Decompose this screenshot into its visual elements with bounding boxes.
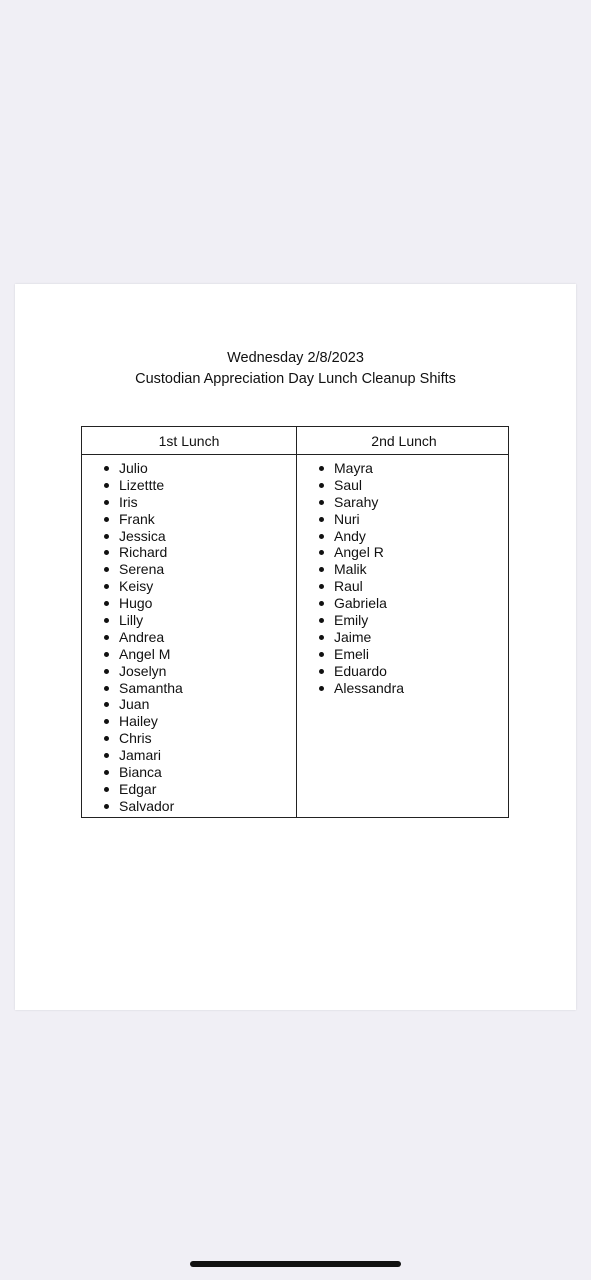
document-title: Custodian Appreciation Day Lunch Cleanup Shifts <box>135 371 456 387</box>
bullet-icon <box>319 635 324 640</box>
bullet-icon <box>104 669 109 674</box>
bullet-icon <box>104 770 109 775</box>
list-item <box>317 646 404 663</box>
bullet-icon <box>104 719 109 724</box>
second-lunch-list <box>317 460 404 696</box>
person-name: Emily <box>334 612 369 629</box>
bullet-icon <box>104 601 109 606</box>
person-name: Angel R <box>334 544 384 561</box>
person-name: Sarahy <box>334 493 379 510</box>
person-name: Jamari <box>119 747 162 764</box>
bullet-icon <box>104 500 109 505</box>
person-name: Andy <box>334 527 366 544</box>
bullet-icon <box>104 534 109 539</box>
person-name: Mayra <box>334 460 373 476</box>
second-lunch-header: 2nd Lunch <box>371 433 437 449</box>
bullet-icon <box>104 702 109 707</box>
person-name: Raul <box>334 578 363 595</box>
list-item <box>102 544 183 561</box>
person-name: Angel M <box>119 645 171 662</box>
person-name: Eduardo <box>334 662 387 679</box>
person-name: Salvador <box>119 797 175 814</box>
bullet-icon <box>319 618 324 623</box>
list-item <box>317 663 404 680</box>
person-name: Hailey <box>119 713 158 730</box>
person-name: Chris <box>119 730 152 747</box>
list-item <box>102 680 183 697</box>
bullet-icon <box>319 550 324 555</box>
bullet-icon <box>319 652 324 657</box>
list-item <box>317 528 404 545</box>
list-item <box>102 494 183 511</box>
person-name: Joselyn <box>119 662 167 679</box>
bullet-icon <box>104 753 109 758</box>
list-item <box>317 561 404 578</box>
bullet-icon <box>104 652 109 657</box>
bullet-icon <box>104 635 109 640</box>
list-item <box>102 561 183 578</box>
list-item <box>317 544 404 561</box>
list-item <box>317 578 404 595</box>
person-name: Bianca <box>119 764 162 781</box>
list-item <box>317 595 404 612</box>
list-item <box>102 781 183 798</box>
person-name: Hugo <box>119 595 153 612</box>
list-item <box>102 764 183 781</box>
document-date: Wednesday 2/8/2023 <box>227 350 364 366</box>
list-item <box>102 578 183 595</box>
list-item <box>102 629 183 646</box>
person-name: Andrea <box>119 628 165 645</box>
bullet-icon <box>319 466 324 471</box>
person-name: Jessica <box>119 527 166 544</box>
bullet-icon <box>319 500 324 505</box>
list-item <box>102 612 183 629</box>
person-name: Edgar <box>119 780 157 797</box>
bullet-icon <box>319 601 324 606</box>
home-indicator[interactable] <box>190 1261 401 1267</box>
bullet-icon <box>319 567 324 572</box>
first-lunch-header: 1st Lunch <box>158 433 220 449</box>
list-item <box>102 663 183 680</box>
person-name: Serena <box>119 561 165 578</box>
bullet-icon <box>104 517 109 522</box>
list-item <box>102 646 183 663</box>
person-name: Emeli <box>334 645 370 662</box>
list-item <box>102 595 183 612</box>
person-name: Frank <box>119 510 155 527</box>
header-divider <box>82 454 508 455</box>
person-name: Samantha <box>119 679 183 696</box>
list-item <box>102 696 183 713</box>
person-name: Gabriela <box>334 595 387 612</box>
bullet-icon <box>319 686 324 691</box>
bullet-icon <box>104 686 109 691</box>
list-item <box>102 511 183 528</box>
list-item <box>317 629 404 646</box>
list-item <box>102 730 183 747</box>
bullet-icon <box>319 669 324 674</box>
bullet-icon <box>104 550 109 555</box>
bullet-icon <box>319 517 324 522</box>
list-item <box>102 747 183 764</box>
bullet-icon <box>104 618 109 623</box>
person-name: Iris <box>119 493 138 510</box>
list-item <box>317 511 404 528</box>
list-item <box>102 477 183 494</box>
list-item <box>102 713 183 730</box>
list-item <box>102 798 183 815</box>
person-name: Keisy <box>119 578 154 595</box>
list-item <box>317 494 404 511</box>
list-item <box>317 460 404 477</box>
bullet-icon <box>104 584 109 589</box>
person-name: Juan <box>119 696 150 713</box>
person-name: Saul <box>334 476 363 493</box>
list-item <box>317 477 404 494</box>
person-name: Alessandra <box>334 679 405 696</box>
first-lunch-list <box>102 460 183 815</box>
person-name: Lilly <box>119 612 144 629</box>
person-name: Nuri <box>334 510 360 527</box>
document-page <box>15 284 576 1010</box>
shifts-table <box>81 426 509 818</box>
bullet-icon <box>104 804 109 809</box>
bullet-icon <box>104 567 109 572</box>
list-item <box>317 612 404 629</box>
bullet-icon <box>104 736 109 741</box>
person-name: Richard <box>119 544 168 561</box>
column-divider <box>296 427 297 817</box>
bullet-icon <box>104 466 109 471</box>
bullet-icon <box>319 584 324 589</box>
bullet-icon <box>104 787 109 792</box>
person-name: Julio <box>119 460 148 476</box>
person-name: Malik <box>334 561 367 578</box>
list-item <box>317 680 404 697</box>
bullet-icon <box>319 534 324 539</box>
list-item <box>102 460 183 477</box>
bullet-icon <box>104 483 109 488</box>
bullet-icon <box>319 483 324 488</box>
person-name: Lizettte <box>119 476 165 493</box>
person-name: Jaime <box>334 628 372 645</box>
list-item <box>102 528 183 545</box>
